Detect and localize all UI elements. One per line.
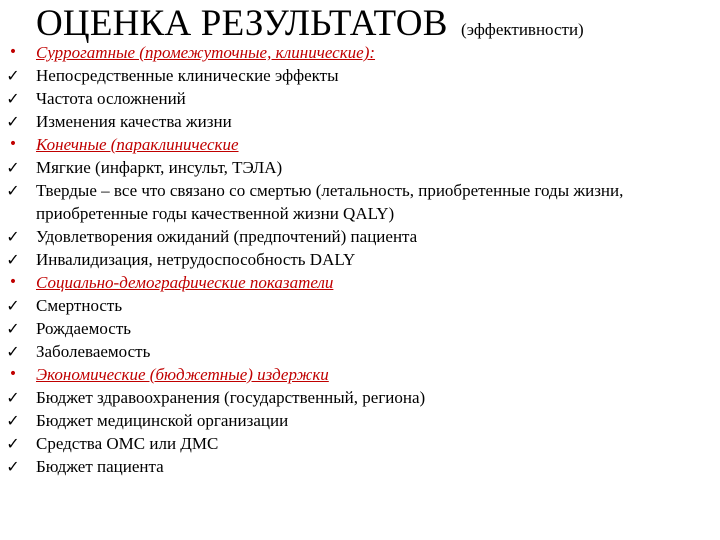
list-item xyxy=(0,225,720,248)
section-heading-text: Социально-демографические показатели xyxy=(36,273,334,292)
slide-title-main: ОЦЕНКА РЕЗУЛЬТАТОВ xyxy=(36,3,448,44)
list-item-text: Рождаемость xyxy=(36,319,132,338)
checkmark-icon: ✓ xyxy=(6,158,20,177)
list-item xyxy=(0,455,720,478)
checkmark-icon: ✓ xyxy=(6,89,20,108)
list-item-text: Непосредственные клинические эффекты xyxy=(36,66,339,85)
list-item-text: Смертность xyxy=(36,296,123,315)
list-item-text: Твердые – все что связано со смертью (летальность, приобретенные годы жизни, приобретенные годы качественной жизни QALY) xyxy=(36,181,624,223)
checkmark-icon: ✓ xyxy=(6,457,20,476)
list-item xyxy=(0,340,720,363)
checkmark-icon: ✓ xyxy=(6,411,20,430)
section-heading xyxy=(0,363,720,386)
section-heading-text: Экономические (бюджетные) издержки xyxy=(36,365,329,384)
checkmark-icon: ✓ xyxy=(6,434,20,453)
list-item xyxy=(0,432,720,455)
outline-list xyxy=(0,41,720,478)
list-item-text: Бюджет медицинской организации xyxy=(36,411,289,430)
checkmark-icon: ✓ xyxy=(6,250,20,269)
list-item xyxy=(0,64,720,87)
list-item-text: Бюджет здравоохранения (государственный, региона) xyxy=(36,388,426,407)
list-item-text: Бюджет пациента xyxy=(36,457,164,476)
section-heading xyxy=(0,41,720,64)
bullet-icon: • xyxy=(8,136,18,152)
checkmark-icon: ✓ xyxy=(6,66,20,85)
list-item-text: Удовлетворения ожиданий (предпочтений) пациента xyxy=(36,227,418,246)
checkmark-icon: ✓ xyxy=(6,319,20,338)
slide-title-sub: (эффективности) xyxy=(461,20,584,39)
section-heading xyxy=(0,133,720,156)
list-item-text: Изменения качества жизни xyxy=(36,112,232,131)
checkmark-icon: ✓ xyxy=(6,388,20,407)
checkmark-icon: ✓ xyxy=(6,112,20,131)
list-item-text: Инвалидизация, нетрудоспособность DALY xyxy=(36,250,356,269)
list-item xyxy=(0,409,720,432)
list-item xyxy=(0,87,720,110)
checkmark-icon: ✓ xyxy=(6,181,20,200)
section-heading-text: Суррогатные (промежуточные, клинические): xyxy=(36,43,376,62)
list-item-text: Частота осложнений xyxy=(36,89,186,108)
list-item xyxy=(0,317,720,340)
section-heading-text: Конечные (параклинические xyxy=(36,135,239,154)
bullet-icon: • xyxy=(8,366,18,382)
checkmark-icon: ✓ xyxy=(6,342,20,361)
list-item xyxy=(0,179,720,225)
list-item-text: Мягкие (инфаркт, инсульт, ТЭЛА) xyxy=(36,158,283,177)
bullet-icon: • xyxy=(8,274,18,290)
section-heading xyxy=(0,271,720,294)
checkmark-icon: ✓ xyxy=(6,296,20,315)
list-item xyxy=(0,294,720,317)
list-item xyxy=(0,156,720,179)
list-item-text: Средства ОМС или ДМС xyxy=(36,434,219,453)
list-item xyxy=(0,110,720,133)
checkmark-icon: ✓ xyxy=(6,227,20,246)
bullet-icon: • xyxy=(8,44,18,60)
list-item xyxy=(0,248,720,271)
list-item-text: Заболеваемость xyxy=(36,342,151,361)
list-item xyxy=(0,386,720,409)
